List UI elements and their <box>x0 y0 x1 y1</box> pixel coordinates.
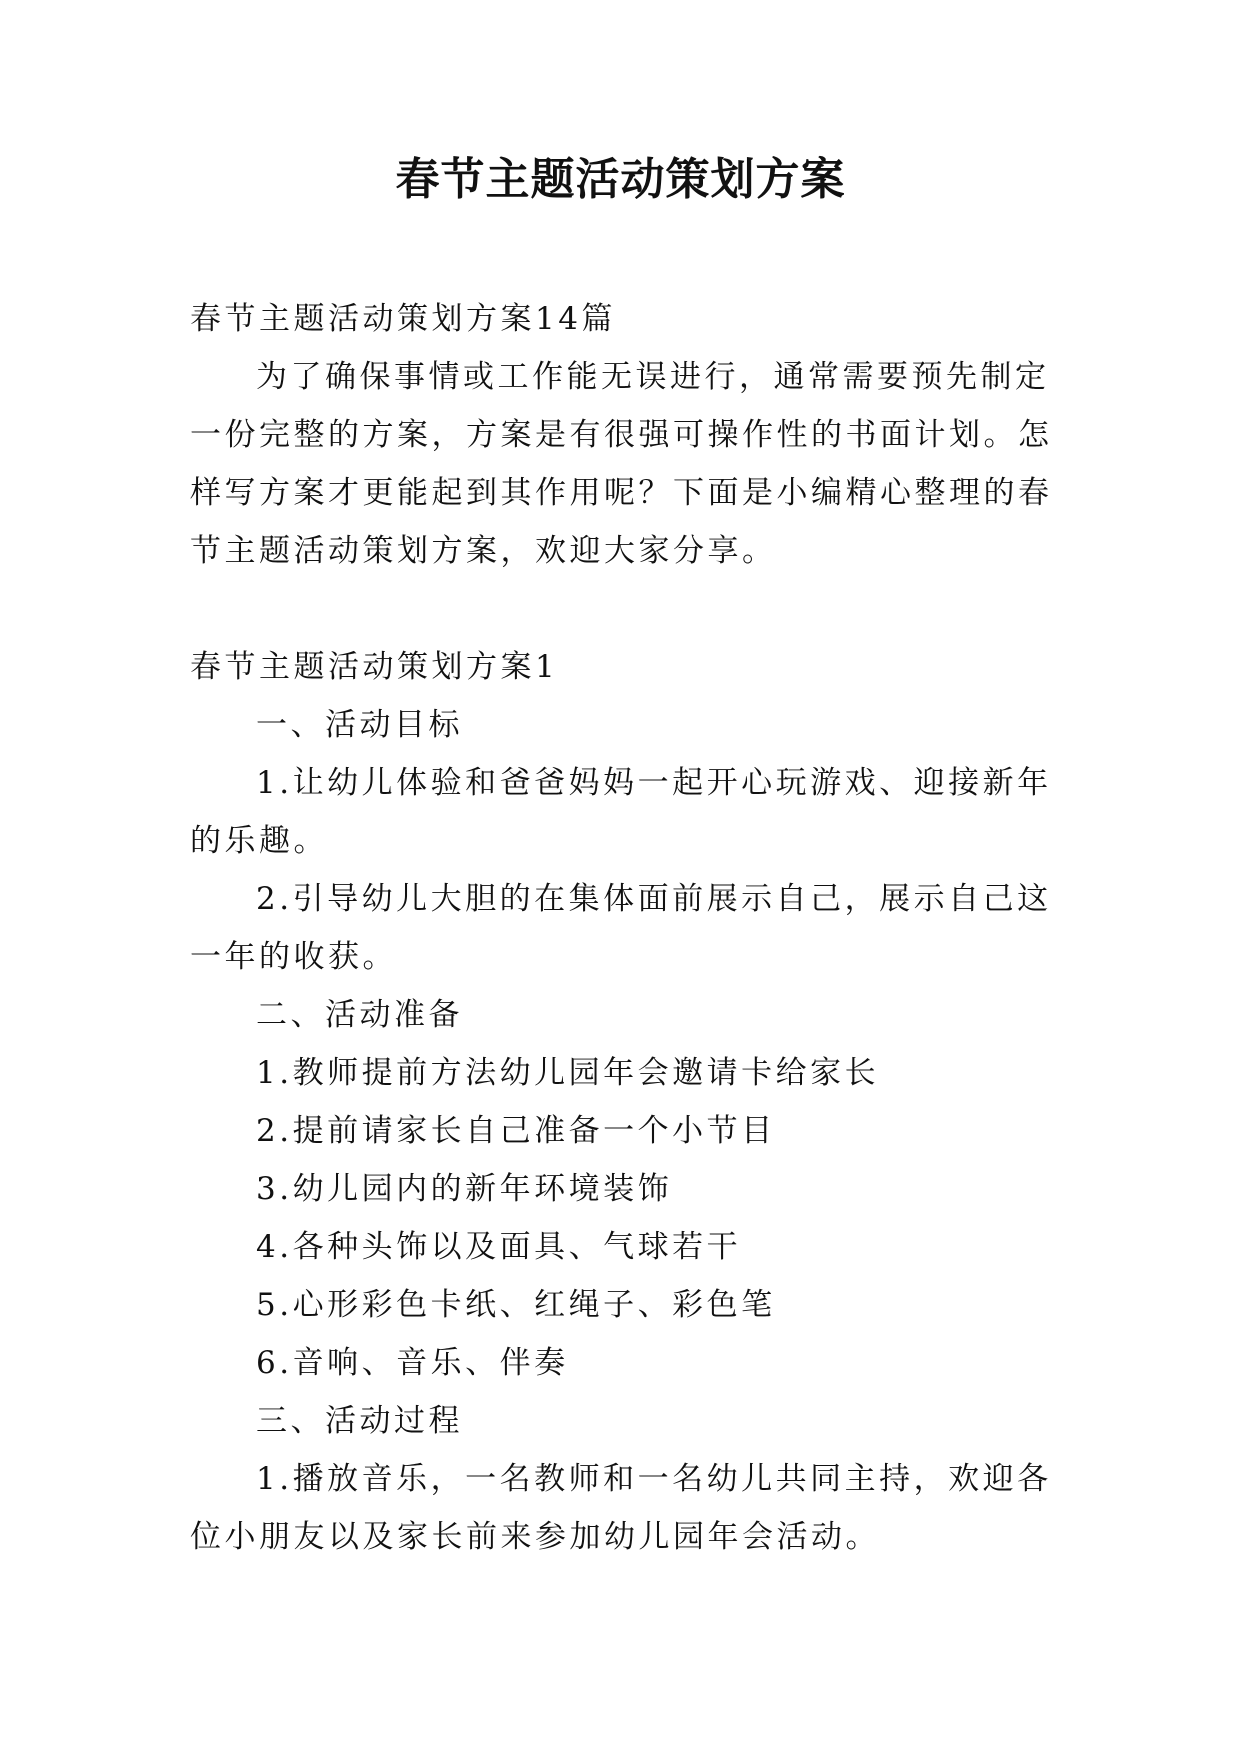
document-body <box>190 290 1060 1566</box>
intro-paragraph: 为了确保事情或工作能无误进行，通常需要预先制定一份完整的方案，方案是有很强可操作性的书面计划。怎样写方案才更能起到其作用呢？下面是小编精心整理的春节主题活动策划方案，欢迎大家分享。 <box>190 359 1053 569</box>
subsection-heading: 一、活动目标 <box>256 707 463 743</box>
list-item: 3.幼儿园内的新年环境装饰 <box>256 1171 673 1207</box>
list-item: 2.提前请家长自己准备一个小节目 <box>256 1113 776 1149</box>
list-item: 1.让幼儿体验和爸爸妈妈一起开心玩游戏、迎接新年的乐趣。 <box>190 765 1052 859</box>
list-item: 4.各种头饰以及面具、气球若干 <box>256 1229 742 1265</box>
list-item: 1.教师提前方法幼儿园年会邀请卡给家长 <box>256 1055 880 1091</box>
section-heading: 春节主题活动策划方案1 <box>190 649 559 685</box>
subsection-heading: 三、活动过程 <box>256 1403 463 1439</box>
paragraph-spacer <box>190 580 1060 638</box>
list-item: 2.引导幼儿大胆的在集体面前展示自己，展示自己这一年的收获。 <box>190 881 1052 975</box>
subsection-heading: 二、活动准备 <box>256 997 463 1033</box>
list-item: 1.播放音乐，一名教师和一名幼儿共同主持，欢迎各位小朋友以及家长前来参加幼儿园年会活动。 <box>190 1461 1052 1555</box>
list-item: 5.心形彩色卡纸、红绳子、彩色笔 <box>256 1287 776 1323</box>
collection-heading: 春节主题活动策划方案14篇 <box>190 301 616 337</box>
document-title: 春节主题活动策划方案 <box>395 154 846 205</box>
list-item: 6.音响、音乐、伴奏 <box>256 1345 569 1381</box>
